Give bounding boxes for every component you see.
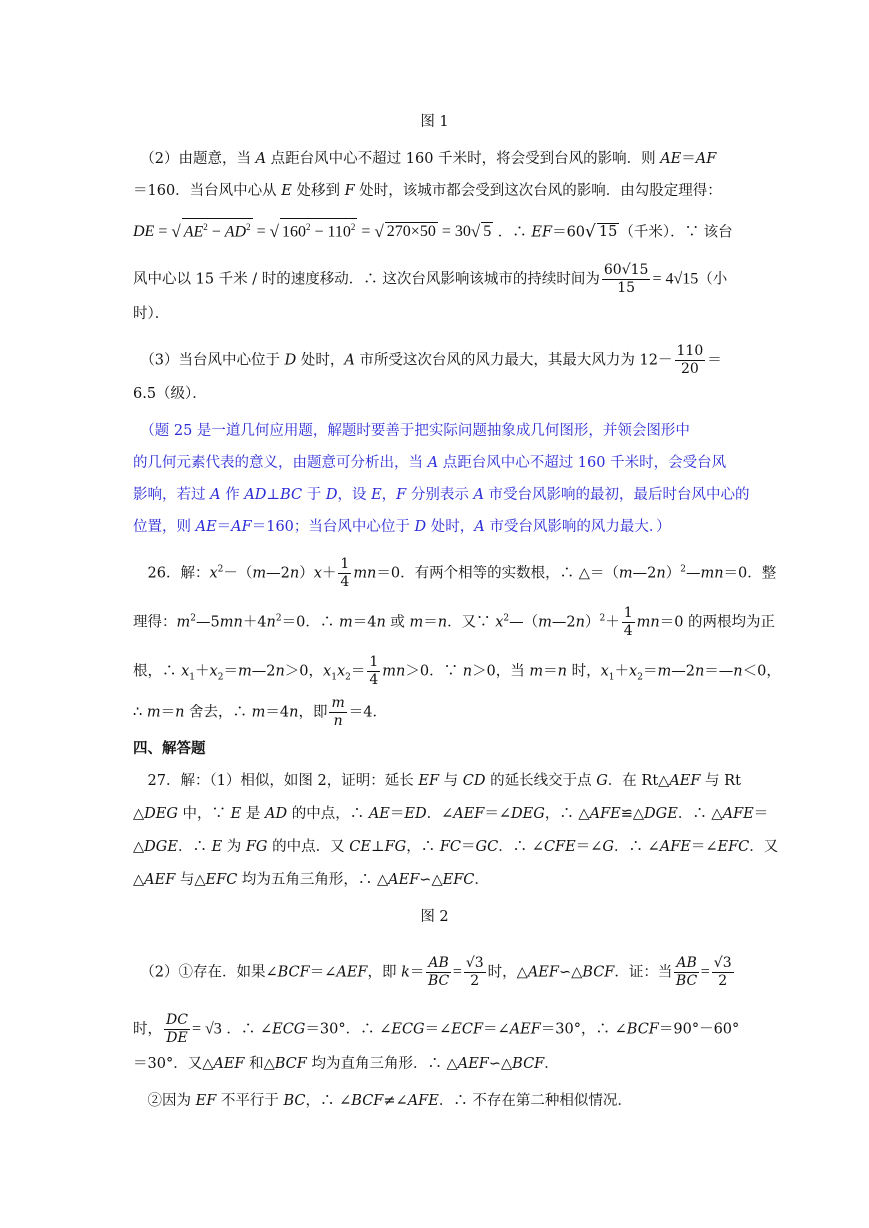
text-line: ∴ m＝n 舍去，∴ m＝4n，即 $\frac{m}{n}$ ＝4． bbox=[133, 695, 387, 729]
figure-1-caption: 图 1 bbox=[420, 114, 449, 130]
text-line: 时）． bbox=[133, 306, 170, 322]
text-line: 理得：$m^2—5mn+4n^2=0$．∴ m＝4n 或 m＝n．又∵ $x^2—(m—2n)^2+$ $\frac{1}{4}$ mn＝0 的两根均为正 bbox=[133, 605, 776, 639]
text-line: （3）当台风中心位于 D 处时，A 市所受这次台风的风力最大，其最大风力为 12－ $\frac{110}{20}$ ＝ bbox=[133, 343, 722, 377]
comment-line: 的几何元素代表的意义，由题意可分析出，当 A 点距台风中心不超过 160 千米时，会受台风 bbox=[133, 455, 727, 471]
text-line: △DEG 中，∵ E 是 AD 的中点，∴ AE＝ED．∠AEF＝∠DEG，∴ △AFE≌△DGE．∴ △AFE＝ bbox=[133, 806, 769, 822]
text-line: 根，∴ $x_1+x_2=m—2n>0$，$x_1x_2=$ $\frac{1}{4}$ mn＞0．∵ n＞0，当 m＝n 时，$x_1+x_2=m—2n=—n<0$， bbox=[133, 654, 781, 688]
figure-2-caption: 图 2 bbox=[420, 909, 449, 925]
text-line: ＝160．当台风中心从 E 处移到 F 处时，该城市都会受到这次台风的影响．由勾股定理得： bbox=[133, 183, 722, 199]
comment-line: （题 25 是一道几何应用题，解题时要善于把实际问题抽象成几何图形，并领会图形中 bbox=[133, 423, 690, 439]
text-line: （2）①存在．如果∠BCF＝∠AEF，即 k＝ $\frac{AB}{BC}$ = $\frac{√3}{2}$ 时，△AEF∽△BCF．证：当 $\frac{AB}{BC}$ = $\frac{√3}{2}$ bbox=[133, 955, 732, 989]
comment-line: 位置，则 AE＝AF＝160；当台风中心位于 D 处时，A 市受台风影响的风力最大．） bbox=[133, 519, 671, 535]
text-line: △DGE．∴ E 为 FG 的中点．又 CE⊥FG，∴ FC＝GC．∴ ∠CFE＝∠G．∴ ∠AFE＝∠EFC．又 bbox=[133, 839, 779, 855]
text-line: 时， $\frac{DC}{DE}$ = √3 ．∴ ∠ECG＝30°．∴ ∠ECG＝∠ECF＝∠AEF＝30°，∴ ∠BCF＝90°－60° bbox=[133, 1012, 740, 1046]
text-line: ＝30°．又△AEF 和△BCF 均为直角三角形．∴ △AEF∽△BCF． bbox=[133, 1056, 559, 1072]
text-line: ②因为 EF 不平行于 BC，∴ ∠BCF≠∠AFE．∴ 不存在第二种相似情况． bbox=[133, 1093, 632, 1109]
comment-line: 影响，若过 A 作 AD⊥BC 于 D，设 E，F 分别表示 A 市受台风影响的最初，最后时台风中心的 bbox=[133, 487, 750, 503]
text-line: 6.5（级）． bbox=[133, 386, 207, 402]
text-line: 风中心以 15 千米 / 时的速度移动．∴ 这次台风影响该城市的持续时间为 $\frac{60√15}{15}$ = 4√15（小 bbox=[133, 262, 728, 296]
section-heading: 四、解答题 bbox=[133, 741, 206, 757]
equation-line: DE = √ $AE^2 - AD^2$ = √ $160^2 - 110^2$ = √ 270×50 = 30√ 5 ．∴ EF＝60√ 15 （千米）．∵ 该台 bbox=[133, 218, 736, 243]
text-line: △AEF 与△EFC 均为五角三角形，∴ △AEF∽△EFC． bbox=[133, 872, 489, 888]
text-line: （2）由题意，当 A 点距台风中心不超过 160 千米时，将会受到台风的影响．则 AE＝AF bbox=[133, 151, 717, 167]
text-line: 26．解：$x^2-(m—2n)x+$ $\frac{1}{4}$ mn＝0．有两个相等的实数根，∴ △＝（m—2n）$^2$—mn＝0．整 bbox=[133, 556, 777, 590]
text-line: 27．解：（1）相似，如图 2，证明：延长 EF 与 CD 的延长线交于点 G．在 Rt△AEF 与 Rt bbox=[133, 773, 741, 789]
